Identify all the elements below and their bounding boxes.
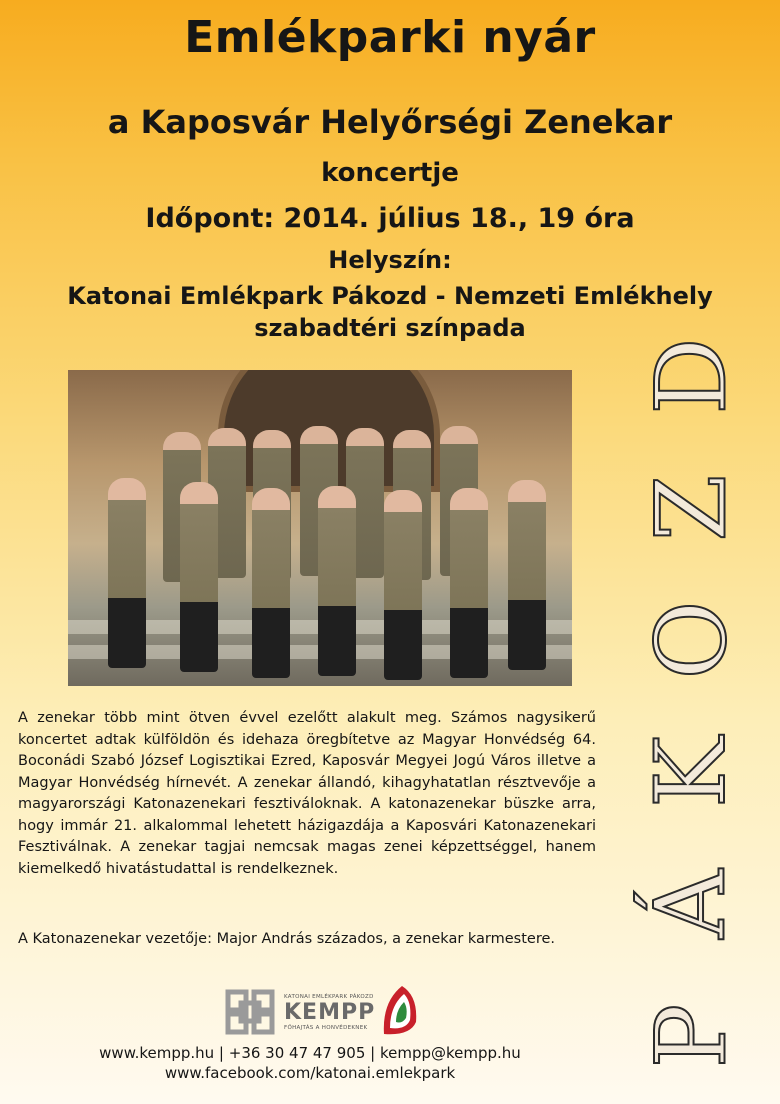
band-description: A zenekar több mint ötven évvel ezelőtt alakult meg. Számos nagysikerű koncertet adtak külföldön és idehaza öregbítetve az Magyar Honvédség 64. Boconádi Szabó József Logisztikai Ezred, Kaposvár Megyei Jogú Város illetve a Magyar Honvédség hírnevét. A zenekar állandó, kihagyhatatlan résztvevője a magyarországi Katonazenekari fesztiváloknak. A katonazenekar büszke arra, hogy immár 21. alkalommal lehetett házigazdája a Kaposvári Katonazenekari Fesztiválnak. A zenekar tagjai nemcsak magas zenei képzettséggel, hanem kiemelkedő hivatástudattal is rendelkeznek. xyxy=(18,710,596,877)
pakozd-letter: K xyxy=(635,736,747,808)
pakozd-letter: P xyxy=(635,1003,747,1069)
band-member xyxy=(252,488,290,678)
logo-brand: KEMPP xyxy=(284,1000,376,1025)
band-member xyxy=(384,490,422,680)
pakozd-vertical-title xyxy=(628,326,754,1086)
venue-label: Helyszín: xyxy=(328,246,452,274)
band-member xyxy=(450,488,488,678)
band-member xyxy=(180,482,218,672)
venue-stage: szabadtéri színpada xyxy=(254,314,526,342)
pakozd-letter: O xyxy=(634,600,747,680)
band-member xyxy=(108,478,146,668)
contact-line: www.kempp.hu | +36 30 47 47 905 | kempp@kempp.hu xyxy=(99,1044,521,1062)
tricolor-emblem-icon xyxy=(380,982,420,1038)
band-member xyxy=(508,480,546,670)
poster-subtitle-koncertje: koncertje xyxy=(321,158,459,188)
pakozd-letter: Á xyxy=(634,869,747,939)
logo-org-line: KATONAI EMLÉKPARK PÁKOZD xyxy=(284,994,374,1000)
venue-name: Katonai Emlékpark Pákozd - Nemzeti Emlékhely xyxy=(67,282,713,310)
band-photo xyxy=(68,370,572,686)
event-datetime: Időpont: 2014. július 18., 19 óra xyxy=(145,203,635,234)
pakozd-letter: D xyxy=(635,337,747,415)
logo-tagline: FŐHAJTÁS A HONVÉDEKNEK xyxy=(284,1025,368,1031)
band-member xyxy=(318,486,356,676)
celtic-knot-icon xyxy=(222,986,278,1038)
kempp-logo xyxy=(222,982,422,1040)
poster-title: Emlékparki nyár xyxy=(184,12,596,63)
facebook-link: www.facebook.com/katonai.emlekpark xyxy=(164,1064,456,1082)
pakozd-letter: Z xyxy=(634,474,747,542)
poster-subtitle: a Kaposvár Helyőrségi Zenekar xyxy=(107,103,673,141)
band-leader: A Katonazenekar vezetője: Major András százados, a zenekar karmestere. xyxy=(18,931,556,947)
